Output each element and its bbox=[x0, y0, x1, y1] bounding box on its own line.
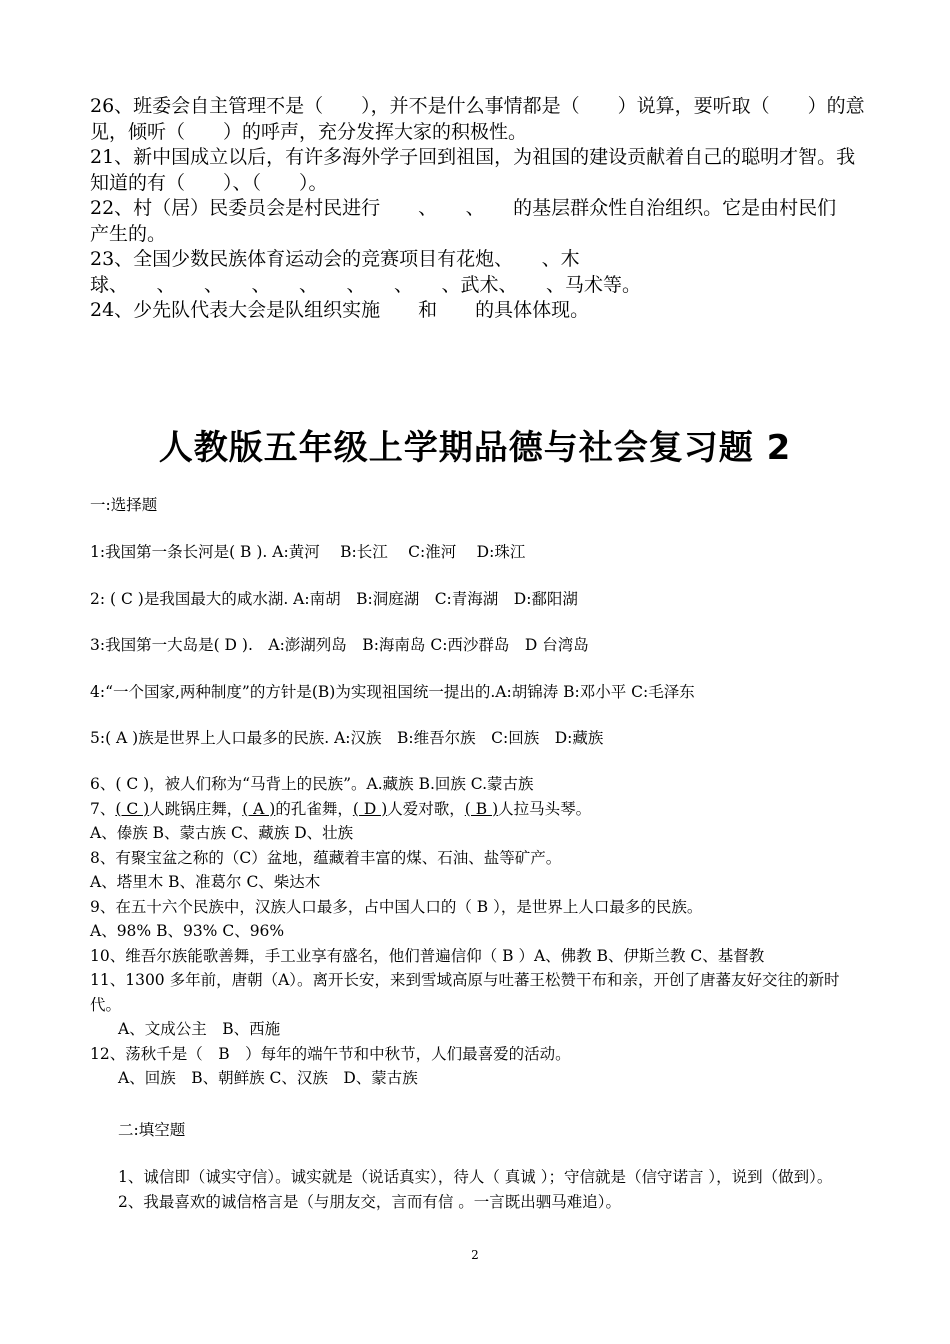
fill-q2: 2、我最喜欢的诚信格言是（与朋友交，言而有信 。一言既出驷马难追）。 bbox=[118, 1192, 622, 1211]
choice-q9-options: A、98% B、93% C、96% bbox=[90, 922, 285, 940]
page-title: 人教版五年级上学期品德与社会复习题 2 bbox=[158, 428, 792, 468]
choice-q9: 9、在五十六个民族中，汉族人口最多，占中国人口的（ B ），是世界上人口最多的民族。 bbox=[90, 897, 703, 916]
answer-blank: ( A ) bbox=[242, 799, 276, 818]
choice-q5: 5:( A )族是世界上人口最多的民族. A:汉族 B:维吾尔族 C:回族 D:藏族 bbox=[90, 729, 604, 747]
choice-q2: 2: ( C )是我国最大的咸水湖. A:南胡 B:洞庭湖 C:青海湖 D:鄱阳湖 bbox=[90, 590, 578, 608]
choice-q8-options: A、塔里木 B、准葛尔 C、柴达木 bbox=[90, 873, 321, 891]
choice-q10: 10、维吾尔族能歌善舞，手工业享有盛名，他们普遍信仰（ B ）A、佛教 B、伊斯兰教 C、基督教 bbox=[90, 946, 765, 965]
choice-q4: 4:“一个国家,两种制度”的方针是(B)为实现祖国统一提出的.A:胡锦涛 B:邓小平 C:毛泽东 bbox=[90, 683, 695, 701]
choice-q3: 3:我国第一大岛是( D ). A:澎湖列岛 B:海南岛 C:西沙群岛 D 台湾岛 bbox=[90, 636, 589, 654]
choice-q7-options: A、傣族 B、蒙古族 C、藏族 D、壮族 bbox=[90, 824, 354, 842]
question-22: 22、村（居）民委员会是村民进行 、 、 的基层群众性自治组织。它是由村民们 产生的。 bbox=[90, 197, 875, 245]
choice-q11: 11、1300 多年前，唐朝（A）。离开长安，来到雪域高原与吐蕃王松赞干布和亲，开创了唐蕃友好交往的新时代。 bbox=[90, 971, 840, 1014]
answer-blank: ( B ) bbox=[464, 799, 499, 818]
section-fill-heading: 二:填空题 bbox=[118, 1121, 186, 1139]
choice-q8: 8、有聚宝盆之称的（C）盆地，蕴藏着丰富的煤、石油、盐等矿产。 bbox=[90, 848, 562, 867]
choice-q6-to-q12 bbox=[90, 772, 870, 1091]
choice-q1: 1:我国第一条长河是( B ). A:黄河 B:长江 C:淮河 D:珠江 bbox=[90, 543, 526, 561]
answer-blank: ( C ) bbox=[115, 799, 150, 818]
question-26: 26、班委会自主管理不是（ ），并不是什么事情都是（ ）说算，要听取（ ）的意见，倾听（ ）的呼声，充分发挥大家的积极性。 bbox=[90, 95, 865, 143]
fill-blank-questions-top bbox=[90, 94, 875, 324]
section-choice-heading: 一:选择题 bbox=[90, 496, 158, 514]
question-23: 23、全国少数民族体育运动会的竞赛项目有花炮、 、木球、 、 、 、 、 、 、 、武术、 、马术等。 bbox=[90, 248, 642, 296]
choice-q6: 6、( C )，被人们称为“马背上的民族”。A.藏族 B.回族 C.蒙古族 bbox=[90, 775, 534, 793]
question-21: 21、新中国成立以后，有许多海外学子回到祖国，为祖国的建设贡献着自己的聪明才智。我知道的有（ ）、（ ）。 bbox=[90, 146, 856, 194]
choice-q12: 12、荡秋千是（ B ）每年的端午节和中秋节，人们最喜爱的活动。 bbox=[90, 1044, 571, 1063]
page-number: 2 bbox=[471, 1248, 479, 1262]
question-24: 24、少先队代表大会是队组织实施 和 的具体体现。 bbox=[90, 299, 590, 321]
choice-q12-options: A、回族 B、朝鲜族 C、汉族 D、蒙古族 bbox=[118, 1069, 418, 1087]
fill-questions bbox=[90, 1165, 870, 1214]
choice-q7: 7、( C )人跳锅庄舞，( A )的孔雀舞，( D )人爱对歌，( B )人拉马头琴。 bbox=[90, 799, 592, 818]
answer-blank: ( D ) bbox=[352, 799, 388, 818]
choice-q11-options: A、文成公主 B、西施 bbox=[118, 1020, 281, 1038]
fill-q1: 1、诚信即（诚实守信）。诚实就是（说话真实），待人（ 真诚 ）；守信就是（信守诺言 ），说到（做到）。 bbox=[118, 1168, 833, 1186]
